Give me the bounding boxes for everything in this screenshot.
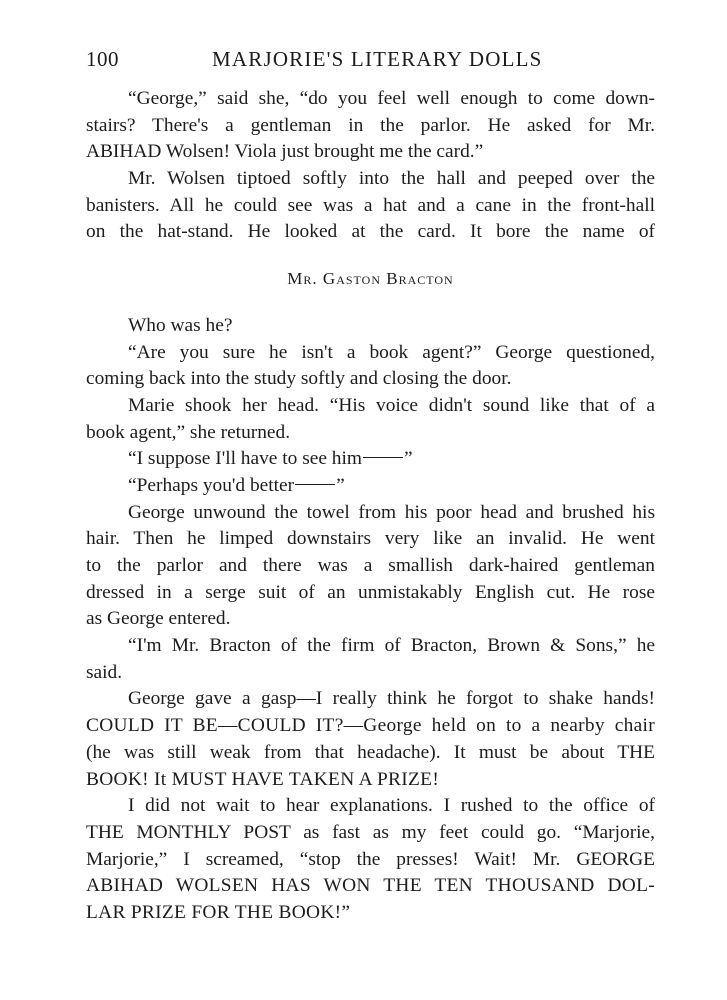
text-line: Mr. Wolsen tiptoed softly into the hall and peeped over the bbox=[128, 168, 655, 190]
text-line: dressed in a serge suit of an unmistakably English cut. He rose bbox=[86, 581, 655, 603]
card-name: Mr. Gaston Bracton bbox=[287, 269, 454, 289]
text-line bbox=[86, 473, 655, 500]
text-line: ABIHAD Wolsen! Viola just brought me the card.” bbox=[86, 141, 484, 163]
text-line: banisters. All he could see was a hat and a cane in the front-hall bbox=[86, 194, 655, 216]
text-line: “I'm Mr. Bracton of the firm of Bracton, Brown & Sons,” he bbox=[128, 635, 655, 657]
spacer bbox=[86, 246, 655, 266]
text-line: book agent,” she returned. bbox=[86, 421, 291, 443]
text-line: Marjorie,” I screamed, “stop the presses! Wait! Mr. GEORGE bbox=[86, 848, 655, 870]
text-line: Who was he? bbox=[128, 314, 233, 336]
text-line: I did not wait to hear explanations. I rushed to the office of bbox=[128, 795, 655, 817]
closing-quote: ” bbox=[403, 448, 413, 470]
em-dash-rule bbox=[295, 484, 335, 485]
text-line bbox=[86, 446, 655, 473]
text-line: on the hat-stand. He looked at the card. It bore the name of bbox=[86, 221, 655, 243]
text-line: to the parlor and there was a smallish dark-haired gentleman bbox=[86, 555, 655, 576]
text-line: BOOK! It MUST HAVE TAKEN A PRIZE! bbox=[86, 768, 440, 790]
em-dash-rule bbox=[363, 457, 403, 458]
text-line: “Are you sure he isn't a book agent?” George questioned, bbox=[128, 341, 655, 363]
text-segment: “I suppose I'll have to see him bbox=[128, 448, 362, 470]
text-line: George unwound the towel from his poor head and brushed his bbox=[128, 501, 655, 523]
closing-quote: ” bbox=[336, 474, 345, 496]
text-line: (he was still weak from that headache). It must be about THE bbox=[86, 741, 655, 763]
page-body bbox=[86, 86, 655, 927]
text-line: ABIHAD WOLSEN HAS WON THE TEN THOUSAND DOL- bbox=[86, 875, 655, 897]
text-line: “George,” said she, “do you feel well enough to come down- bbox=[128, 88, 655, 109]
page-number: 100 bbox=[86, 47, 119, 71]
text-line: coming back into the study softly and closing the door. bbox=[86, 368, 512, 390]
text-line: hair. Then he limped downstairs very like an invalid. He went bbox=[86, 528, 655, 550]
text-line: COULD IT BE—COULD IT?—George held on to a nearby chair bbox=[86, 715, 655, 737]
text-segment: “Perhaps you'd better bbox=[128, 474, 295, 496]
text-line: said. bbox=[86, 661, 123, 683]
spacer bbox=[86, 293, 655, 313]
running-head: MARJORIE'S LITERARY DOLLS bbox=[212, 47, 543, 71]
text-line: Marie shook her head. “His voice didn't sound like that of a bbox=[128, 394, 655, 416]
text-line: stairs? There's a gentleman in the parlor. He asked for Mr. bbox=[86, 114, 655, 136]
text-line: George gave a gasp—I really think he forgot to shake hands! bbox=[128, 688, 655, 710]
text-line: LAR PRIZE FOR THE BOOK!” bbox=[86, 901, 351, 923]
text-line: THE MONTHLY POST as fast as my feet could go. “Marjorie, bbox=[86, 821, 655, 843]
page-header bbox=[86, 47, 646, 77]
text-line: as George entered. bbox=[86, 608, 231, 630]
